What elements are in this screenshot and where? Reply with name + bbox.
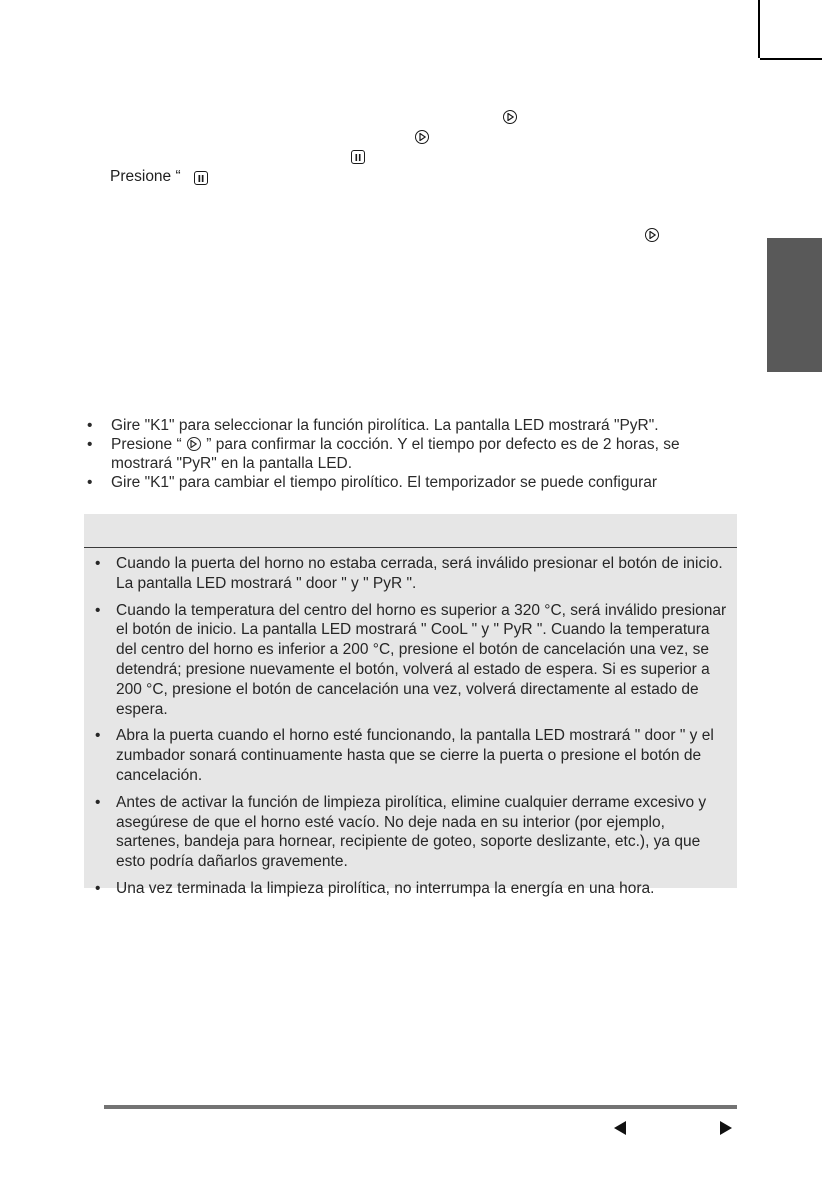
step-text-post: ” para confirmar la cocción. Y el tiempo por defecto es de 2 horas, se mostrará "PyR" en la pantalla LED. (111, 436, 680, 472)
crop-mark-top-right-h (760, 58, 822, 60)
bullet: • (95, 793, 101, 811)
list-item (91, 726, 727, 785)
pause-icon (194, 171, 208, 185)
list-item (91, 793, 727, 872)
bullet: • (87, 474, 93, 491)
chapter-side-tab (767, 238, 822, 372)
bullet: • (95, 555, 101, 572)
play-icon (503, 110, 517, 124)
partial-instruction-line (110, 167, 181, 187)
pause-icon (351, 150, 365, 164)
crop-mark-top-right-v (758, 0, 760, 58)
footer-rule (104, 1105, 737, 1109)
play-icon (187, 437, 201, 451)
list-item (84, 473, 744, 492)
notes-box (84, 514, 737, 897)
list-item (91, 879, 727, 899)
note-text: Abra la puerta cuando el horno esté funcionando, la pantalla LED mostrará " door " y el zumbador sonará continuamente hasta que se cierre la puerta o presione el botón de cancelación. (116, 727, 714, 784)
previous-page-icon[interactable] (614, 1121, 626, 1135)
bullet: • (95, 879, 101, 897)
play-icon (415, 130, 429, 144)
list-item (91, 554, 727, 594)
note-text: Cuando la puerta del horno no estaba cerrada, será inválido presionar el botón de inicio. La pantalla LED mostrará " door " y " PyR ". (116, 555, 723, 592)
bullet: • (95, 727, 101, 745)
pyrolytic-steps-list (84, 416, 744, 492)
list-item (84, 416, 744, 435)
step-text-pre: Presione “ (111, 436, 182, 453)
note-text: Cuando la temperatura del centro del horno es superior a 320 °C, será inválido presionar el botón de inicio. La pantalla LED mostrará " CooL " y " PyR ". Cuando la temperatura del centro del horno es inferior a 200 °C, presione el botón de cancelación una vez, se detendrá; presione nuevamente el botón, volverá al estado de espera. Si es superior a 200 °C, presione el botón de cancelación una vez, volverá directamente al estado de espera. (116, 601, 727, 718)
presione-text: Presione “ (110, 168, 181, 185)
bullet: • (87, 417, 93, 434)
list-item (91, 601, 727, 720)
step-text: Gire "K1" para cambiar el tiempo pirolítico. El temporizador se puede configurar (111, 474, 658, 491)
bullet: • (95, 601, 101, 619)
notes-header (84, 514, 737, 548)
note-text: Antes de activar la función de limpieza pirolítica, elimine cualquier derrame excesivo y asegúrese de que el horno esté vacío. No deje nada en su interior (por ejemplo, sartenes, bandeja para hornear, recipiente de goteo, soporte deslizante, etc.), ya que esto podría dañarlos gravemente. (116, 793, 707, 871)
bullet: • (87, 436, 93, 453)
play-icon (645, 228, 659, 242)
step-text: Gire "K1" para seleccionar la función pirolítica. La pantalla LED mostrará "PyR". (111, 417, 659, 434)
next-page-icon[interactable] (720, 1121, 732, 1135)
notes-body (84, 548, 737, 899)
note-text: Una vez terminada la limpieza pirolítica, no interrumpa la energía en una hora. (116, 879, 655, 897)
list-item (84, 435, 744, 473)
